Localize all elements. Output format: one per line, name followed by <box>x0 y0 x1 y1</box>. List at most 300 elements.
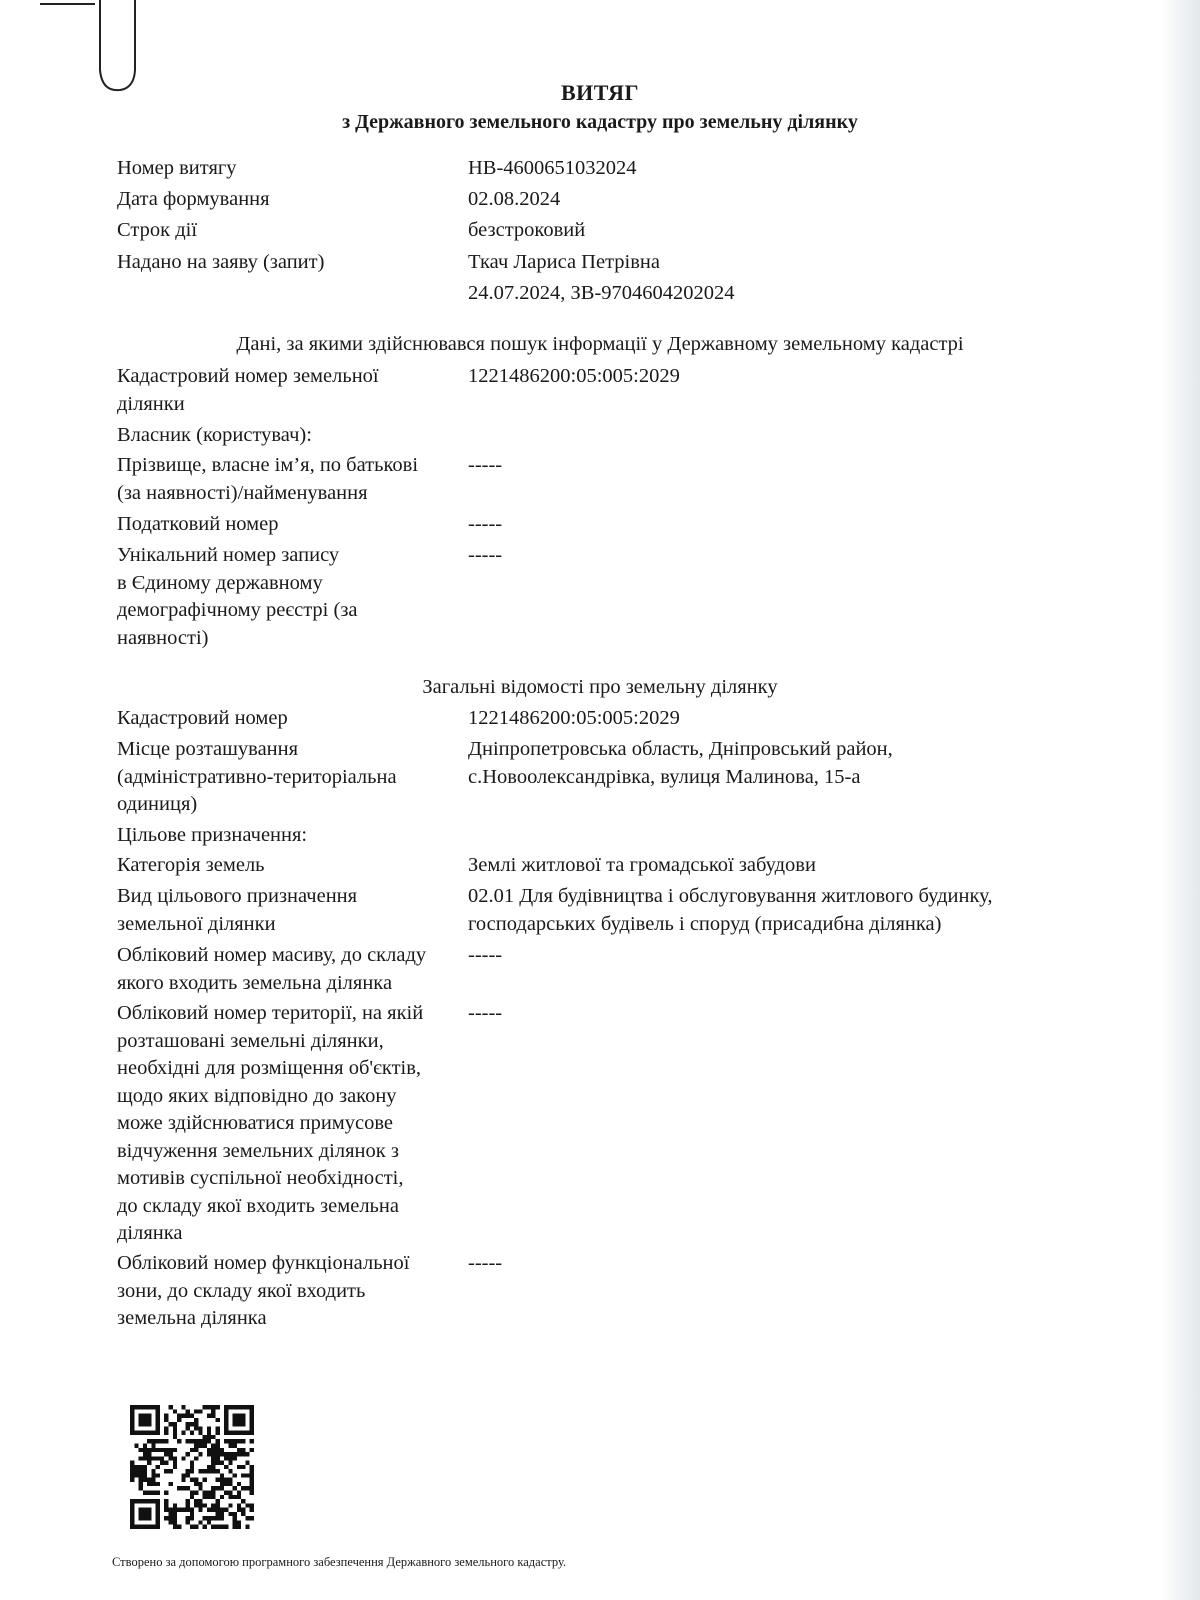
field-value: ----- <box>468 544 503 566</box>
qr-module <box>139 1525 143 1529</box>
qr-module <box>198 1409 202 1413</box>
qr-module <box>198 1452 202 1456</box>
qr-module <box>220 1478 224 1482</box>
qr-module <box>228 1491 232 1495</box>
qr-module <box>134 1443 138 1447</box>
qr-module <box>151 1431 155 1435</box>
qr-module <box>164 1426 168 1430</box>
qr-module <box>151 1469 155 1473</box>
qr-module <box>220 1448 224 1452</box>
qr-module <box>190 1495 194 1499</box>
qr-module <box>203 1516 207 1520</box>
qr-module <box>143 1422 147 1426</box>
qr-module <box>216 1448 220 1452</box>
qr-module <box>190 1512 194 1516</box>
qr-module <box>143 1469 147 1473</box>
qr-module <box>245 1473 249 1477</box>
qr-module <box>147 1499 151 1503</box>
qr-module <box>237 1491 241 1495</box>
qr-module <box>190 1422 194 1426</box>
qr-module <box>198 1503 202 1507</box>
qr-module <box>147 1516 151 1520</box>
qr-module <box>216 1512 220 1516</box>
qr-module <box>151 1482 155 1486</box>
qr-module <box>233 1431 237 1435</box>
field-value: ----- <box>468 513 503 535</box>
qr-module <box>156 1414 160 1418</box>
qr-module <box>228 1443 232 1447</box>
qr-module <box>139 1508 143 1512</box>
qr-module <box>143 1508 147 1512</box>
qr-module <box>245 1503 249 1507</box>
qr-module <box>233 1405 237 1409</box>
qr-module <box>228 1452 232 1456</box>
qr-module <box>211 1414 215 1418</box>
field-label-line: Унікальний номер запису <box>117 544 340 566</box>
qr-module <box>241 1418 245 1422</box>
qr-module <box>168 1452 172 1456</box>
field-label-line: розташовані земельні ділянки, <box>117 1029 384 1052</box>
qr-module <box>130 1414 134 1418</box>
qr-module <box>181 1486 185 1490</box>
field-label-line: (за наявності)/найменування <box>117 481 368 504</box>
field-label <box>117 942 467 997</box>
qr-module <box>203 1495 207 1499</box>
qr-module <box>186 1452 190 1456</box>
qr-module <box>173 1525 177 1529</box>
qr-module <box>139 1469 143 1473</box>
qr-module <box>198 1469 202 1473</box>
field-label <box>117 363 467 418</box>
qr-module <box>147 1508 151 1512</box>
qr-module <box>173 1426 177 1430</box>
qr-module <box>237 1452 241 1456</box>
qr-module <box>233 1414 237 1418</box>
qr-module <box>216 1452 220 1456</box>
qr-module <box>151 1473 155 1477</box>
qr-module <box>211 1448 215 1452</box>
qr-module <box>139 1516 143 1520</box>
qr-module <box>241 1452 245 1456</box>
qr-module <box>207 1469 211 1473</box>
qr-module <box>224 1439 228 1443</box>
qr-module <box>224 1418 228 1422</box>
qr-module <box>228 1439 232 1443</box>
qr-module <box>250 1486 254 1490</box>
qr-module <box>250 1405 254 1409</box>
field-label: Кадастровий номер <box>117 707 288 729</box>
qr-module <box>134 1473 138 1477</box>
qr-module <box>211 1465 215 1469</box>
qr-module <box>130 1520 134 1524</box>
qr-module <box>139 1512 143 1516</box>
document-title: ВИТЯГ <box>560 80 639 105</box>
qr-module <box>164 1516 168 1520</box>
qr-module <box>228 1503 232 1507</box>
qr-module <box>130 1469 134 1473</box>
qr-module <box>173 1422 177 1426</box>
document-subtitle: з Державного земельного кадастру про земельну ділянку <box>342 111 858 133</box>
qr-module <box>147 1478 151 1482</box>
qr-module <box>216 1525 220 1529</box>
qr-module <box>190 1469 194 1473</box>
qr-module <box>241 1512 245 1516</box>
qr-module <box>186 1520 190 1524</box>
qr-module <box>181 1431 185 1435</box>
field-label-line: зони, до складу якої входить <box>117 1279 366 1302</box>
qr-module <box>147 1482 151 1486</box>
qr-module <box>156 1422 160 1426</box>
field-label-line: до складу якої входить земельна <box>117 1194 399 1217</box>
qr-module <box>143 1525 147 1529</box>
field-value: Землі житлової та громадської забудови <box>468 854 816 876</box>
qr-module <box>173 1465 177 1469</box>
qr-module <box>156 1456 160 1460</box>
qr-module <box>181 1414 185 1418</box>
field-label: Податковий номер <box>117 513 279 535</box>
qr-module <box>134 1405 138 1409</box>
qr-module <box>250 1469 254 1473</box>
qr-module <box>173 1456 177 1460</box>
qr-module <box>237 1439 241 1443</box>
qr-module <box>207 1414 211 1418</box>
qr-module <box>130 1516 134 1520</box>
field-value: 02.08.2024 <box>468 188 561 210</box>
field-label: Строк дії <box>117 219 198 241</box>
qr-module <box>224 1431 228 1435</box>
qr-module <box>220 1461 224 1465</box>
qr-module <box>198 1486 202 1490</box>
qr-code[interactable] <box>130 1405 254 1529</box>
qr-module <box>156 1439 160 1443</box>
qr-module <box>216 1516 220 1520</box>
qr-module <box>228 1482 232 1486</box>
qr-module <box>139 1486 143 1490</box>
qr-module <box>228 1512 232 1516</box>
qr-module <box>177 1486 181 1490</box>
qr-module <box>164 1469 168 1473</box>
qr-module <box>207 1520 211 1524</box>
qr-module <box>130 1508 134 1512</box>
qr-module <box>216 1456 220 1460</box>
qr-module <box>190 1448 194 1452</box>
qr-module <box>194 1478 198 1482</box>
qr-module <box>160 1461 164 1465</box>
qr-module <box>194 1422 198 1426</box>
qr-module <box>130 1426 134 1430</box>
qr-module <box>233 1473 237 1477</box>
qr-module <box>139 1456 143 1460</box>
qr-module <box>130 1465 134 1469</box>
qr-module <box>156 1499 160 1503</box>
qr-module <box>194 1499 198 1503</box>
qr-module <box>173 1503 177 1507</box>
applicant-name: Ткач Лариса Петрівна <box>468 251 660 273</box>
qr-module <box>224 1525 228 1529</box>
qr-module <box>151 1478 155 1482</box>
qr-module <box>156 1508 160 1512</box>
qr-module <box>164 1418 168 1422</box>
qr-module <box>194 1426 198 1430</box>
qr-module <box>177 1439 181 1443</box>
qr-module <box>220 1495 224 1499</box>
field-label-line: Вид цільового призначення <box>117 885 358 907</box>
qr-module <box>156 1503 160 1507</box>
qr-module <box>241 1422 245 1426</box>
qr-module <box>168 1405 172 1409</box>
field-value: ----- <box>468 944 503 966</box>
qr-module <box>211 1456 215 1460</box>
qr-module <box>190 1508 194 1512</box>
qr-module <box>186 1414 190 1418</box>
qr-module <box>147 1431 151 1435</box>
qr-module <box>130 1409 134 1413</box>
qr-module <box>224 1508 228 1512</box>
field-value-line: 02.01 Для будівництва і обслуговування житлового будинку, <box>468 885 993 907</box>
request-reference: 24.07.2024, ЗВ-9704604202024 <box>468 281 735 304</box>
qr-module <box>156 1465 160 1469</box>
qr-module <box>250 1482 254 1486</box>
field-label <box>117 736 467 819</box>
qr-module <box>130 1499 134 1503</box>
field-label-line: може здійснюватися примусове <box>117 1112 394 1134</box>
general-section-title: Загальні відомості про земельну ділянку <box>422 676 778 698</box>
qr-module <box>211 1443 215 1447</box>
field-value <box>468 249 1068 307</box>
field-value: ----- <box>468 1252 503 1274</box>
qr-module <box>130 1473 134 1477</box>
qr-module <box>130 1418 134 1422</box>
field-label-line: Обліковий номер території, на якій <box>117 1002 424 1024</box>
qr-module <box>130 1431 134 1435</box>
qr-module <box>228 1495 232 1499</box>
qr-module <box>228 1431 232 1435</box>
field-label-line: наявності) <box>117 626 209 649</box>
qr-module <box>237 1414 241 1418</box>
field-value: безстроковий <box>468 219 586 241</box>
qr-module <box>224 1452 228 1456</box>
qr-module <box>250 1508 254 1512</box>
qr-module <box>216 1461 220 1465</box>
qr-module <box>211 1435 215 1439</box>
qr-module <box>147 1512 151 1516</box>
field-label-line: якого входить земельна ділянка <box>117 971 393 994</box>
qr-module <box>143 1491 147 1495</box>
field-value-line: с.Новоолександрівка, вулиця Малинова, 15-а <box>468 765 861 788</box>
qr-module <box>147 1452 151 1456</box>
qr-module <box>237 1520 241 1524</box>
qr-module <box>164 1439 168 1443</box>
qr-module <box>130 1461 134 1465</box>
qr-module <box>151 1448 155 1452</box>
qr-module <box>228 1469 232 1473</box>
qr-module <box>186 1426 190 1430</box>
qr-module <box>233 1418 237 1422</box>
qr-module <box>143 1465 147 1469</box>
field-label-line: ділянки <box>117 392 185 415</box>
qr-module <box>164 1461 168 1465</box>
qr-module <box>216 1426 220 1430</box>
qr-module <box>207 1495 211 1499</box>
qr-module <box>143 1405 147 1409</box>
qr-module <box>173 1409 177 1413</box>
field-label-line: Обліковий номер функціональної <box>117 1252 410 1274</box>
qr-module <box>211 1503 215 1507</box>
qr-module <box>250 1409 254 1413</box>
qr-module <box>250 1426 254 1430</box>
qr-module <box>181 1405 185 1409</box>
qr-module <box>220 1508 224 1512</box>
qr-module <box>130 1525 134 1529</box>
qr-module <box>177 1508 181 1512</box>
field-label: Номер витягу <box>117 157 237 179</box>
qr-module <box>186 1469 190 1473</box>
qr-module <box>134 1465 138 1469</box>
qr-module <box>143 1473 147 1477</box>
qr-module <box>207 1435 211 1439</box>
qr-module <box>139 1499 143 1503</box>
field-label-line: ділянка <box>117 1222 183 1244</box>
qr-module <box>156 1409 160 1413</box>
qr-module <box>156 1405 160 1409</box>
field-label-line: земельної ділянки <box>117 912 276 935</box>
footer-note: Створено за допомогою програмного забезпечення Державного земельного кадастру. <box>112 1555 567 1569</box>
qr-module <box>156 1516 160 1520</box>
qr-module <box>156 1418 160 1422</box>
qr-module <box>220 1452 224 1456</box>
qr-module <box>224 1491 228 1495</box>
qr-module <box>177 1525 181 1529</box>
qr-module <box>164 1448 168 1452</box>
qr-module <box>186 1439 190 1443</box>
qr-module <box>156 1473 160 1477</box>
qr-module <box>216 1508 220 1512</box>
field-label <box>117 452 467 507</box>
qr-module <box>181 1478 185 1482</box>
qr-module <box>130 1512 134 1516</box>
qr-module <box>198 1443 202 1447</box>
qr-module <box>233 1422 237 1426</box>
qr-module <box>181 1456 185 1460</box>
qr-module <box>233 1495 237 1499</box>
qr-module <box>245 1405 249 1409</box>
qr-module <box>173 1461 177 1465</box>
qr-module <box>147 1448 151 1452</box>
qr-module <box>134 1469 138 1473</box>
qr-module <box>211 1516 215 1520</box>
field-label-line: мотивів суспільної необхідності, <box>117 1167 404 1189</box>
qr-module <box>237 1495 241 1499</box>
qr-module <box>211 1452 215 1456</box>
qr-module <box>160 1448 164 1452</box>
qr-module <box>207 1405 211 1409</box>
qr-module <box>164 1503 168 1507</box>
qr-module <box>233 1516 237 1520</box>
qr-module <box>143 1516 147 1520</box>
qr-module <box>151 1499 155 1503</box>
qr-module <box>216 1486 220 1490</box>
qr-module <box>139 1431 143 1435</box>
qr-module <box>211 1405 215 1409</box>
qr-module <box>216 1478 220 1482</box>
qr-module <box>241 1508 245 1512</box>
qr-module <box>164 1508 168 1512</box>
qr-module <box>130 1405 134 1409</box>
qr-module <box>151 1491 155 1495</box>
qr-module <box>211 1469 215 1473</box>
qr-module <box>147 1461 151 1465</box>
qr-module <box>156 1431 160 1435</box>
qr-module <box>216 1469 220 1473</box>
qr-module <box>250 1478 254 1482</box>
qr-module <box>194 1448 198 1452</box>
qr-module <box>177 1418 181 1422</box>
qr-module <box>143 1499 147 1503</box>
qr-module <box>211 1495 215 1499</box>
qr-module <box>181 1508 185 1512</box>
qr-module <box>186 1473 190 1477</box>
qr-module <box>207 1452 211 1456</box>
qr-module <box>203 1478 207 1482</box>
qr-module <box>198 1520 202 1524</box>
qr-module <box>220 1512 224 1516</box>
qr-module <box>143 1512 147 1516</box>
field-label-line: одиниця) <box>117 793 198 815</box>
search-section-title: Дані, за якими здійснювався пошук інформації у Державному земельному кадастрі <box>236 333 964 355</box>
qr-module <box>147 1456 151 1460</box>
qr-module <box>143 1418 147 1422</box>
field-value: 1221486200:05:005:2029 <box>468 707 680 729</box>
qr-module <box>168 1520 172 1524</box>
qr-module <box>194 1482 198 1486</box>
qr-module <box>147 1491 151 1495</box>
qr-module <box>147 1439 151 1443</box>
qr-module <box>139 1465 143 1469</box>
qr-module <box>173 1431 177 1435</box>
qr-module <box>228 1456 232 1460</box>
qr-module <box>143 1414 147 1418</box>
qr-module <box>143 1443 147 1447</box>
qr-module <box>156 1525 160 1529</box>
qr-module <box>224 1465 228 1469</box>
qr-module <box>194 1503 198 1507</box>
qr-module <box>190 1491 194 1495</box>
qr-module <box>245 1516 249 1520</box>
qr-module <box>220 1473 224 1477</box>
qr-module <box>237 1405 241 1409</box>
qr-module <box>151 1525 155 1529</box>
qr-module <box>143 1431 147 1435</box>
qr-module <box>139 1422 143 1426</box>
qr-module <box>173 1435 177 1439</box>
qr-module <box>250 1418 254 1422</box>
qr-module <box>130 1478 134 1482</box>
qr-module <box>143 1452 147 1456</box>
qr-module <box>237 1525 241 1529</box>
qr-module <box>250 1473 254 1477</box>
qr-module <box>224 1482 228 1486</box>
qr-module <box>237 1508 241 1512</box>
qr-module <box>168 1516 172 1520</box>
qr-module <box>151 1439 155 1443</box>
qr-module <box>241 1448 245 1452</box>
qr-module <box>241 1405 245 1409</box>
field-value-line: господарських будівель і споруд (присадибна ділянка) <box>468 912 942 935</box>
qr-module <box>224 1409 228 1413</box>
qr-module <box>177 1414 181 1418</box>
qr-module <box>168 1508 172 1512</box>
qr-module <box>156 1520 160 1524</box>
